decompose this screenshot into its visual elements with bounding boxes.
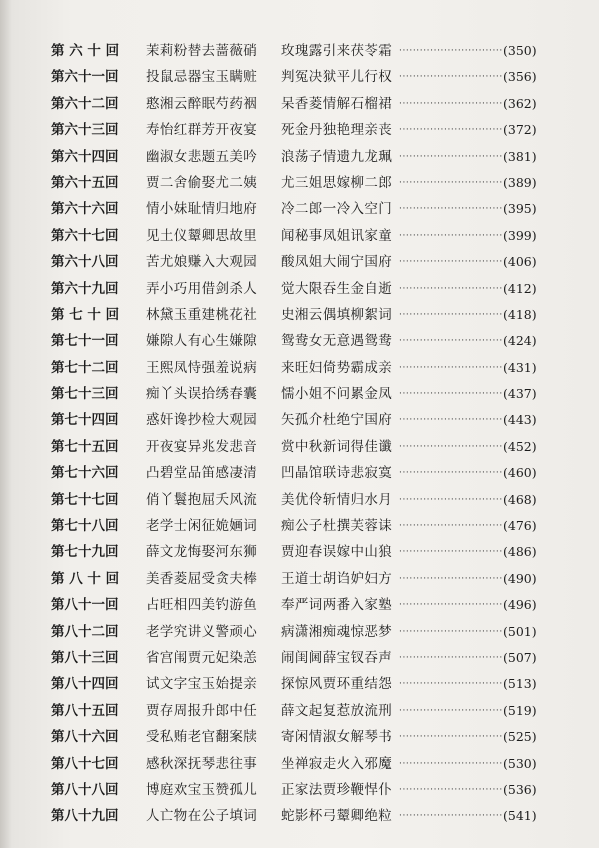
dot-leader [399,460,503,486]
chapter-title-first-line: 省宫闱贾元妃染恙 [146,649,258,666]
chapter-title-first-line: 茉莉粉替去蔷薇硝 [146,43,258,59]
chapter-title-second-line: 死金丹独艳理亲丧 [281,122,393,139]
dot-leader [399,592,503,618]
chapter-title-first-line: 嫌隙人有心生嫌隙 [146,333,258,350]
chapter-title-first-line: 老学究讲义警顽心 [146,623,258,640]
chapter-number: 第 八 十 回 [51,570,120,587]
chapter-title-second-line: 奉严词两番入家塾 [281,597,393,614]
chapter-title-first-line: 老学士闲征姽婳词 [146,518,258,535]
dot-leader [399,487,503,513]
toc-entry [0,698,599,724]
page-number: (356) [503,69,537,85]
toc-entry [0,751,599,777]
dot-leader [399,513,503,539]
page-number: (468) [503,491,537,507]
chapter-number: 第八十九回 [51,808,119,825]
chapter-title-second-line: 判冤决狱平儿行权 [281,69,393,86]
chapter-title-first-line: 见土仪颦卿思故里 [146,227,258,244]
chapter-title-second-line: 美优伶斩情归水月 [281,491,393,508]
chapter-title-second-line: 蛇影杯弓颦卿绝粒 [281,808,393,825]
toc-entry [0,434,599,460]
chapter-number: 第七十七回 [51,491,119,508]
toc-entry [0,645,599,671]
toc-entry [0,539,599,565]
toc-entry [0,777,599,803]
toc-entry [0,328,599,354]
chapter-title-first-line: 凸碧堂品笛感凄清 [146,465,258,482]
chapter-title-second-line: 薛文起复惹放流刑 [281,702,393,719]
dot-leader [399,539,503,565]
chapter-title-first-line: 开夜宴异兆发悲音 [146,438,258,455]
chapter-title-second-line: 鸳鸯女无意遇鸳鸯 [281,333,393,350]
dot-leader [399,249,503,275]
toc-entry [0,671,599,697]
chapter-number: 第 七 十 回 [51,306,120,323]
dot-leader [399,619,503,645]
toc-entry [0,249,599,275]
dot-leader [399,223,503,249]
dot-leader [399,751,503,777]
chapter-title-second-line: 痴公子杜撰芙蓉诔 [281,518,393,535]
toc-entry [0,302,599,328]
chapter-title-first-line: 占旺相四美钓游鱼 [146,597,258,614]
toc-entry [0,91,599,117]
chapter-title-first-line: 痴丫头误拾绣春囊 [146,386,258,403]
chapter-title-second-line: 赏中秋新词得佳谶 [281,438,393,455]
toc-entry [0,355,599,381]
page-number: (437) [503,386,537,402]
toc-entry [0,276,599,302]
chapter-number: 第七十九回 [51,544,119,561]
dot-leader [399,91,503,117]
toc-entry [0,38,599,64]
dot-leader [399,645,503,671]
dot-leader [399,38,503,64]
chapter-title-second-line: 酸凤姐大闹宁国府 [281,254,393,271]
toc-entry [0,117,599,143]
chapter-title-second-line: 呆香菱情解石榴裙 [281,95,393,112]
dot-leader [399,724,503,750]
page-number: (501) [503,623,537,639]
dot-leader [399,803,503,829]
chapter-number: 第六十一回 [51,69,119,86]
chapter-title-first-line: 情小妹耻情归地府 [146,201,258,218]
chapter-number: 第八十一回 [51,597,119,614]
page-number: (381) [503,148,537,164]
page-number: (452) [503,438,537,454]
toc-entry [0,566,599,592]
page-number: (496) [503,597,537,613]
dot-leader [399,328,503,354]
toc-entry [0,407,599,433]
chapter-title-first-line: 寿怡红群芳开夜宴 [146,122,258,139]
chapter-title-second-line: 王道士胡诌妒妇方 [281,570,393,587]
chapter-title-first-line: 人亡物在公子填词 [146,808,258,825]
dot-leader [399,144,503,170]
chapter-title-first-line: 弄小巧用借剑杀人 [146,280,258,297]
page-number: (362) [503,95,537,111]
dot-leader [399,355,503,381]
chapter-title-second-line: 冷二郎一冷入空门 [281,201,393,218]
chapter-number: 第六十五回 [51,174,119,191]
chapter-number: 第六十九回 [51,280,119,297]
chapter-number: 第六十二回 [51,95,119,112]
dot-leader [399,566,503,592]
chapter-number: 第八十五回 [51,702,119,719]
chapter-title-first-line: 贾二舍偷娶尤二姨 [146,174,258,191]
chapter-number: 第八十四回 [51,676,119,693]
chapter-title-first-line: 美香菱屈受贪夫棒 [146,570,258,587]
dot-leader [399,276,503,302]
toc-entry [0,724,599,750]
chapter-number: 第八十八回 [51,781,119,798]
table-of-contents [0,38,599,830]
chapter-number: 第六十六回 [51,201,119,218]
chapter-title-second-line: 病潇湘痴魂惊恶梦 [281,623,393,640]
toc-entry [0,592,599,618]
page-number: (431) [503,359,537,375]
page-number: (424) [503,333,537,349]
dot-leader [399,698,503,724]
dot-leader [399,196,503,222]
chapter-number: 第八十二回 [51,623,119,640]
page-number: (513) [503,676,537,692]
page-number: (519) [503,702,537,718]
page-number: (395) [503,201,537,217]
chapter-number: 第八十三回 [51,649,119,666]
chapter-title-first-line: 受私贿老官翻案牍 [146,729,258,746]
chapter-title-first-line: 憨湘云醉眠芍药裀 [146,95,258,112]
chapter-number: 第七十六回 [51,465,119,482]
chapter-number: 第八十六回 [51,729,119,746]
chapter-title-first-line: 俏丫鬟抱屈夭风流 [146,491,258,508]
chapter-title-second-line: 贾迎春误嫁中山狼 [281,544,393,561]
toc-entry [0,487,599,513]
chapter-title-first-line: 惑奸谗抄检大观园 [146,412,258,429]
dot-leader [399,170,503,196]
chapter-number: 第六十七回 [51,227,119,244]
page-number: (536) [503,781,537,797]
toc-entry [0,64,599,90]
chapter-title-first-line: 王熙凤恃强羞说病 [146,359,258,376]
chapter-title-second-line: 凹晶馆联诗悲寂寞 [281,465,393,482]
chapter-number: 第七十五回 [51,438,119,455]
toc-entry [0,196,599,222]
chapter-title-second-line: 闹闺阃薛宝钗吞声 [281,649,393,666]
page-number: (525) [503,729,537,745]
dot-leader [399,117,503,143]
toc-entry [0,144,599,170]
page-number: (486) [503,544,537,560]
chapter-title-first-line: 博庭欢宝玉赞孤儿 [146,781,258,798]
chapter-title-second-line: 矢孤介杜绝宁国府 [281,412,393,429]
page-number: (412) [503,280,537,296]
chapter-title-second-line: 尤三姐思嫁柳二郎 [281,174,393,191]
dot-leader [399,434,503,460]
chapter-title-second-line: 正家法贾珍鞭悍仆 [281,781,393,798]
chapter-title-first-line: 试文字宝玉始提亲 [146,676,258,693]
page-number: (350) [503,43,537,58]
chapter-number: 第七十一回 [51,333,119,350]
page-number: (530) [503,755,537,771]
chapter-title-first-line: 薛文龙悔娶河东狮 [146,544,258,561]
page-number: (399) [503,227,537,243]
page-number: (406) [503,254,537,270]
chapter-title-first-line: 幽淑女悲题五美吟 [146,148,258,165]
chapter-title-first-line: 林黛玉重建桃花社 [146,306,258,323]
chapter-title-second-line: 闻秘事凤姐讯家童 [281,227,393,244]
chapter-number: 第六十八回 [51,254,119,271]
chapter-title-first-line: 感秋深抚琴悲往事 [146,755,258,772]
chapter-title-second-line: 探惊风贾环重结怨 [281,676,393,693]
page-number: (476) [503,518,537,534]
dot-leader [399,302,503,328]
chapter-number: 第七十四回 [51,412,119,429]
toc-entry [0,381,599,407]
chapter-title-second-line: 玫瑰露引来茯苓霜 [281,43,393,59]
chapter-title-second-line: 浪荡子情遗九龙珮 [281,148,393,165]
chapter-title-first-line: 苦尤娘赚入大观园 [146,254,258,271]
chapter-title-second-line: 寄闲情淑女解琴书 [281,729,393,746]
dot-leader [399,64,503,90]
chapter-title-second-line: 史湘云偶填柳絮词 [281,306,393,323]
toc-entry [0,170,599,196]
dot-leader [399,407,503,433]
chapter-title-second-line: 懦小姐不问累金凤 [281,386,393,403]
page-number: (541) [503,808,537,824]
toc-entry [0,803,599,829]
page-number: (389) [503,174,537,190]
dot-leader [399,777,503,803]
dot-leader [399,671,503,697]
chapter-title-first-line: 贾存周报升郎中任 [146,702,258,719]
page-number: (418) [503,306,537,322]
chapter-number: 第七十二回 [51,359,119,376]
chapter-number: 第六十三回 [51,122,119,139]
page-number: (372) [503,122,537,138]
chapter-number: 第六十四回 [51,148,119,165]
page-number: (490) [503,570,537,586]
toc-entry [0,460,599,486]
chapter-number: 第七十八回 [51,518,119,535]
chapter-title-second-line: 坐禅寂走火入邪魔 [281,755,393,772]
chapter-title-second-line: 来旺妇倚势霸成亲 [281,359,393,376]
page-number: (443) [503,412,537,428]
chapter-number: 第七十三回 [51,386,119,403]
dot-leader [399,381,503,407]
page-number: (460) [503,465,537,481]
page-number: (507) [503,649,537,665]
toc-entry [0,619,599,645]
chapter-number: 第八十七回 [51,755,119,772]
chapter-number: 第 六 十 回 [51,43,120,59]
toc-entry [0,513,599,539]
chapter-title-first-line: 投鼠忌器宝玉瞒赃 [146,69,258,86]
chapter-title-second-line: 觉大限吞生金自逝 [281,280,393,297]
toc-entry [0,223,599,249]
